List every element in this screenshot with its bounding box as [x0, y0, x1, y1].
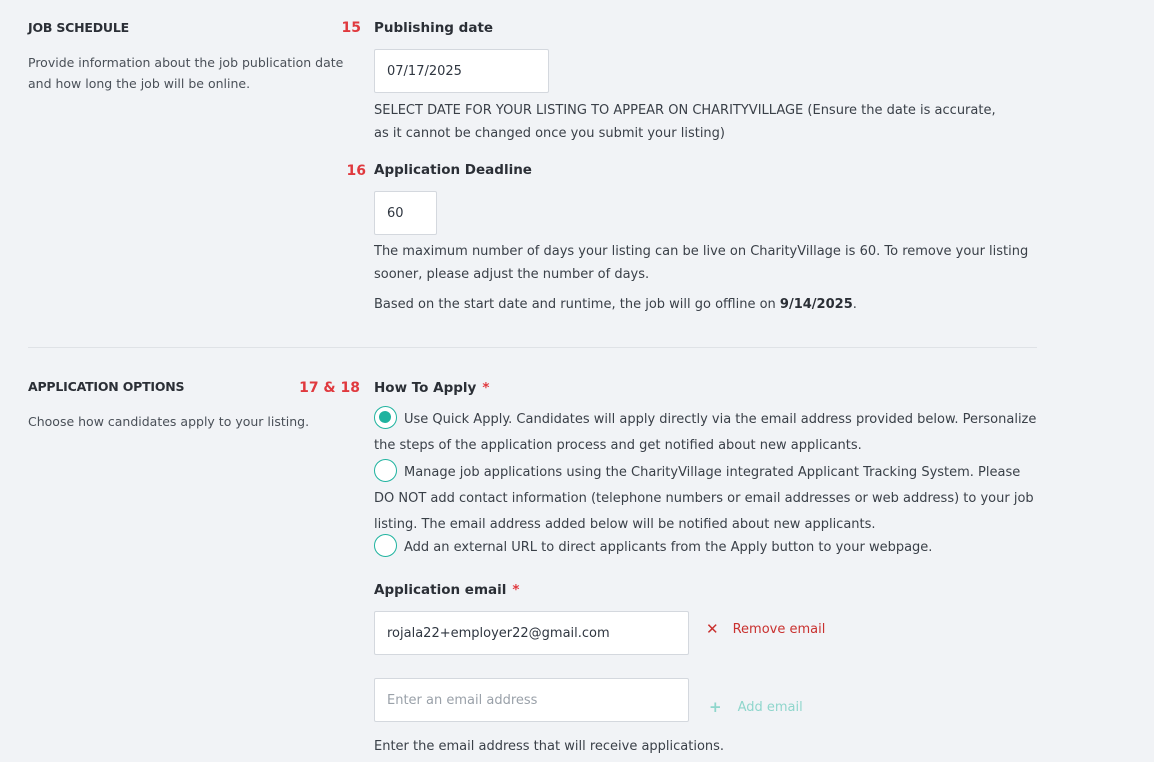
application-email-help: Enter the email address that will receive applications.: [374, 739, 725, 754]
radio-option-quick-apply[interactable]: Use Quick Apply. Candidates will apply directly via the email address provided below. Personalize the steps of the application process and get notified about new applicants.: [374, 407, 1039, 459]
application-email-input[interactable]: rojala22+employer22@gmail.com: [374, 611, 689, 655]
radio-option-ats[interactable]: Manage job applications using the CharityVillage integrated Applicant Tracking System. Please DO NOT add contact information (telephone numbers or email addresses or web address) to your job listing. The email address added below will be notified about new applicants.: [374, 460, 1039, 538]
add-email-button[interactable]: + Add email: [709, 698, 803, 716]
step-number-16: 16: [346, 163, 366, 179]
radio-unchecked-icon[interactable]: [374, 459, 397, 482]
close-icon: ✕: [706, 620, 719, 638]
plus-icon: +: [709, 698, 722, 716]
section-title-application-options: APPLICATION OPTIONS: [28, 379, 185, 394]
publishing-date-label: Publishing date: [374, 20, 494, 36]
radio-checked-icon[interactable]: [374, 406, 397, 429]
how-to-apply-label: How To Apply *: [374, 380, 490, 396]
application-deadline-help: The maximum number of days your listing can be live on CharityVillage is 60. To remove your listing sooner, please adjust the number of days.: [374, 244, 1029, 282]
section-description-job-schedule: Provide information about the job publication date and how long the job will be online.: [28, 55, 344, 91]
offline-date-text: Based on the start date and runtime, the job will go offline on 9/14/2025.: [374, 297, 857, 312]
radio-unchecked-icon[interactable]: [374, 534, 397, 557]
section-title-job-schedule: JOB SCHEDULE: [28, 20, 129, 35]
required-marker: *: [482, 380, 490, 396]
application-deadline-label: Application Deadline: [374, 162, 532, 178]
step-number-15: 15: [341, 20, 361, 36]
step-number-17-18: 17 & 18: [299, 380, 360, 396]
application-deadline-input[interactable]: 60: [374, 191, 437, 235]
required-marker: *: [512, 582, 520, 598]
publishing-date-input[interactable]: 07/17/2025: [374, 49, 549, 93]
section-description-application-options: Choose how candidates apply to your listing.: [28, 414, 310, 429]
publishing-date-help: SELECT DATE FOR YOUR LISTING TO APPEAR ON CHARITYVILLAGE (Ensure the date is accurate, as it cannot be changed once you submit your listing): [374, 103, 996, 141]
application-email-label: Application email *: [374, 582, 520, 598]
section-divider: [28, 347, 1037, 348]
new-email-input[interactable]: Enter an email address: [374, 678, 689, 722]
radio-option-external-url[interactable]: Add an external URL to direct applicants from the Apply button to your webpage.: [374, 535, 1039, 561]
remove-email-button[interactable]: ✕ Remove email: [706, 620, 826, 638]
offline-date: 9/14/2025: [779, 297, 853, 312]
